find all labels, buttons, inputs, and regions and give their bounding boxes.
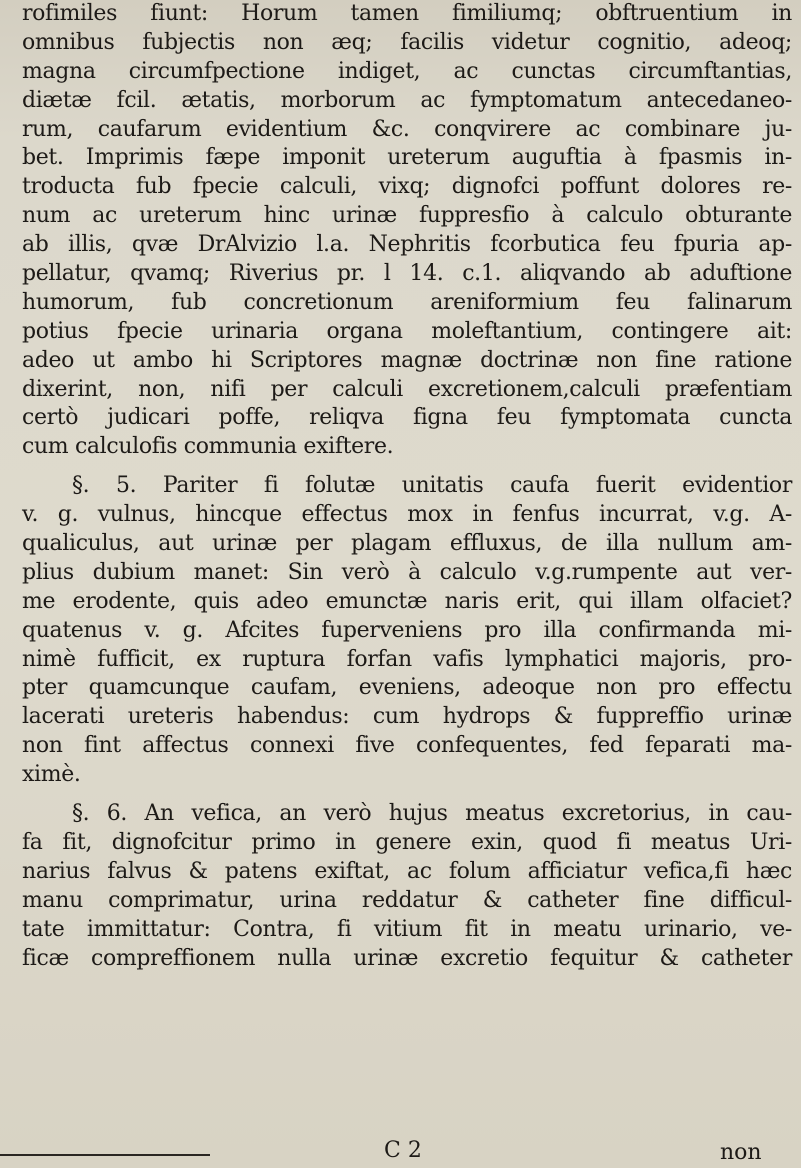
text-line: quatenus v. g. Afcites fuperveniens pro illa confirmanda mi- <box>22 617 792 643</box>
text-line: rofimiles fiunt: Horum tamen fimiliumq; obftruentium in <box>22 1 792 26</box>
text-line: ximè. <box>22 762 81 788</box>
text-line: magna circumfpectione indiget, ac cunctas circumftantias, <box>22 58 792 84</box>
text-line: cum calculofis communia exiftere. <box>22 434 394 460</box>
text-line: certò judicari poffe, reliqva figna feu fymptomata cuncta <box>22 405 792 431</box>
footer-rule <box>0 1154 210 1156</box>
text-line: plius dubium manet: Sin verò à calculo v.g.rumpente aut ver- <box>22 559 792 585</box>
text-line: num ac ureterum hinc urinæ fuppresfio à calculo obturante <box>22 203 792 229</box>
text-line: adeo ut ambo hi Scriptores magnæ doctrinæ non fine ratione <box>22 347 792 373</box>
signature-mark: C 2 <box>384 1138 422 1163</box>
text-line: v. g. vulnus, hincque effectus mox in fenfus incurrat, v.g. A- <box>22 502 792 528</box>
section-heading-line: §. 6. An vefica, an verò hujus meatus excretorius, in cau- <box>72 801 792 827</box>
text-line: pellatur, qvamq; Riverius pr. l 14. c.1. aliqvando ab aduftione <box>22 261 792 287</box>
text-line: omnibus fubjectis non æq; facilis videtur cognitio, adeoq; <box>22 29 792 55</box>
text-line: nimè fufficit, ex ruptura forfan vafis lymphatici majoris, pro- <box>22 646 792 672</box>
text-line: me erodente, quis adeo emunctæ naris erit, qui illam olfaciet? <box>22 588 792 614</box>
text-line: manu comprimatur, urina reddatur & catheter fine difficul- <box>22 887 792 913</box>
page-footer <box>0 1138 801 1168</box>
text-line: fa fit, dignofcitur primo in genere exin, quod fi meatus Uri- <box>22 829 792 855</box>
text-line: dixerint, non, nifi per calculi excretionem,calculi præfentiam <box>22 376 792 402</box>
text-line: rum, caufarum evidentium &c. conqvirere ac combinare ju- <box>22 116 792 142</box>
text-line: lacerati ureteris habendus: cum hydrops & fuppreffio urinæ <box>22 704 792 730</box>
text-line: bet. Imprimis fæpe imponit ureterum auguftia à fpasmis in- <box>22 145 792 171</box>
text-line: diætæ fcil. ætatis, morborum ac fymptomatum antecedaneo- <box>22 87 792 113</box>
text-line: narius falvus & patens exiftat, ac folum afficiatur vefica,fi hæc <box>22 858 792 884</box>
text-line: non fint affectus connexi five confequentes, fed feparati ma- <box>22 733 792 759</box>
text-line: ab illis, qvæ DrAlvizio l.a. Nephritis fcorbutica feu fpuria ap- <box>22 232 792 258</box>
page-text <box>22 0 792 973</box>
text-line: ficæ compreffionem nulla urinæ excretio fequitur & catheter <box>22 945 792 971</box>
text-line: pter quamcunque caufam, eveniens, adeoque non pro effectu <box>22 675 792 701</box>
catchword: non <box>720 1140 762 1165</box>
text-line: troducta fub fpecie calculi, vixq; dignofci poffunt dolores re- <box>22 174 792 200</box>
text-line: tate immittatur: Contra, fi vitium fit in meatu urinario, ve- <box>22 916 792 942</box>
text-line: potius fpecie urinaria organa moleftantium, contingere ait: <box>22 318 792 344</box>
section-heading-line: §. 5. Pariter fi folutæ unitatis caufa fuerit evidentior <box>72 473 792 499</box>
text-line: humorum, fub concretionum areniformium feu falinarum <box>22 289 792 315</box>
text-line: qualiculus, aut urinæ per plagam effluxus, de illa nullum am- <box>22 531 792 557</box>
